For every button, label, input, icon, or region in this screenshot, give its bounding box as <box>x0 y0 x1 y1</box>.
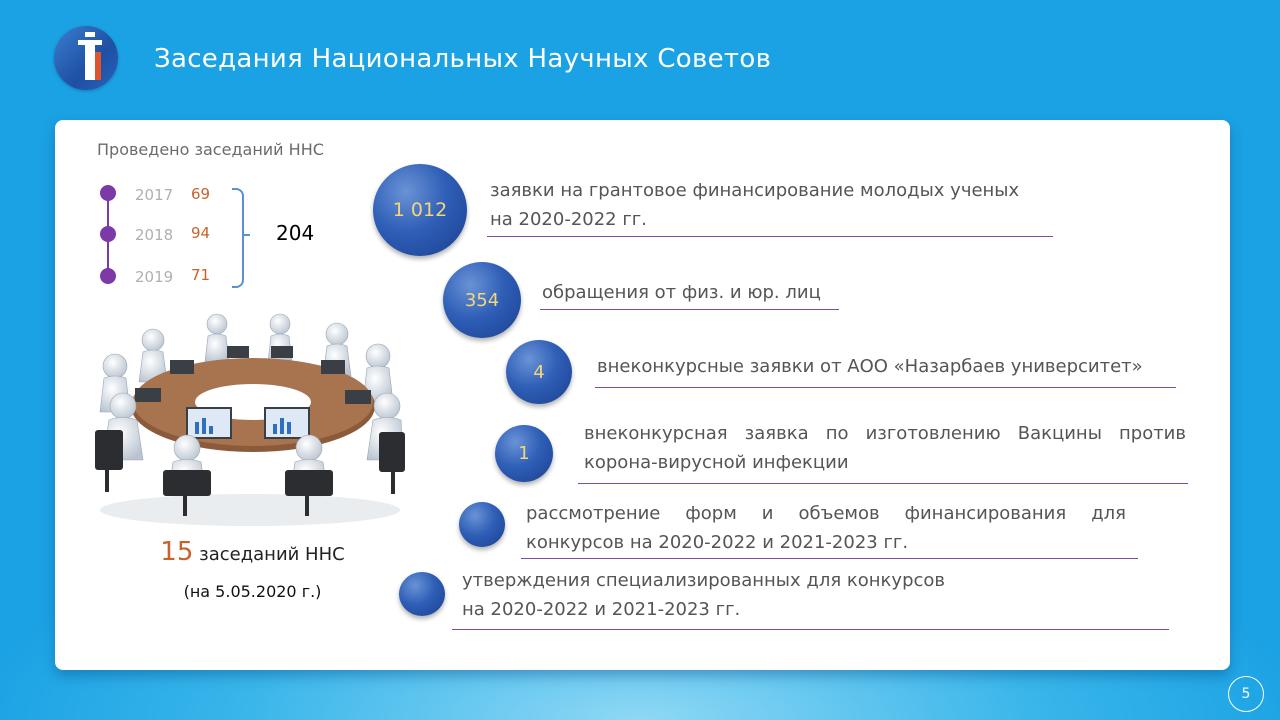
stat-line: корона-вирусной инфекции <box>584 452 849 473</box>
sessions-label: заседаний ННС <box>199 544 345 565</box>
sessions-number: 15 <box>160 537 194 567</box>
bracket-tick <box>242 234 250 236</box>
timeline-count: 94 <box>191 224 211 242</box>
stat-circle <box>495 425 553 482</box>
page-number: 5 <box>1228 676 1264 712</box>
stat-value: 354 <box>464 289 500 311</box>
page-title: Заседания Национальных Научных Советов <box>154 44 772 74</box>
stat-line: обращения от физ. и юр. лиц <box>542 282 821 303</box>
underline <box>487 236 1053 237</box>
stat-value: 1 <box>518 443 530 464</box>
timeline-count: 69 <box>191 185 211 203</box>
stat-line: заявки на грантовое финансирование молодых ученых <box>490 180 1020 201</box>
timeline-count: 71 <box>191 266 211 284</box>
timeline-year: 2017 <box>135 186 174 204</box>
stat-circle <box>443 262 521 338</box>
stat-description <box>462 566 1062 624</box>
stat-description <box>597 352 1187 381</box>
underline <box>452 629 1169 630</box>
stat-description <box>584 419 1186 477</box>
stat-line: внеконкурсная заявка по изготовлению Вакцины против <box>584 423 1186 444</box>
underline <box>595 387 1176 388</box>
timeline-dot <box>100 226 116 242</box>
sessions-summary <box>0 537 505 567</box>
stat-circle <box>459 502 505 547</box>
stat-circle <box>399 572 445 616</box>
timeline-dot <box>100 268 116 284</box>
stat-line: внеконкурсные заявки от АОО «Назарбаев университет» <box>597 356 1143 377</box>
timeline-year: 2019 <box>135 268 174 286</box>
timeline-year: 2018 <box>135 226 174 244</box>
stat-description <box>526 499 1126 557</box>
stat-value: 4 <box>533 361 545 383</box>
institute-logo-icon <box>54 26 118 90</box>
total-bracket <box>232 188 244 288</box>
stat-circle <box>373 164 467 256</box>
meetings-subheading: Проведено заседаний ННС <box>97 140 324 159</box>
underline <box>540 309 839 310</box>
stat-line: на 2020-2022 и 2021-2023 гг. <box>462 599 741 620</box>
stat-line: утверждения специализированных для конкурсов <box>462 570 946 591</box>
timeline-dot <box>100 185 116 201</box>
underline <box>521 558 1138 559</box>
stat-line: на 2020-2022 гг. <box>490 209 647 230</box>
underline <box>578 483 1188 484</box>
as-of-date: (на 5.05.2020 г.) <box>183 582 322 601</box>
stat-description <box>490 176 1060 234</box>
stat-line: рассмотрение форм и объемов финансирования для <box>526 503 1126 524</box>
stat-line: конкурсов на 2020-2022 и 2021-2023 гг. <box>526 532 909 553</box>
stat-description <box>542 278 862 307</box>
stat-value: 1 012 <box>392 199 448 221</box>
meeting-table-illustration <box>95 310 405 530</box>
total-meetings: 204 <box>276 221 315 245</box>
stat-circle <box>506 340 572 404</box>
